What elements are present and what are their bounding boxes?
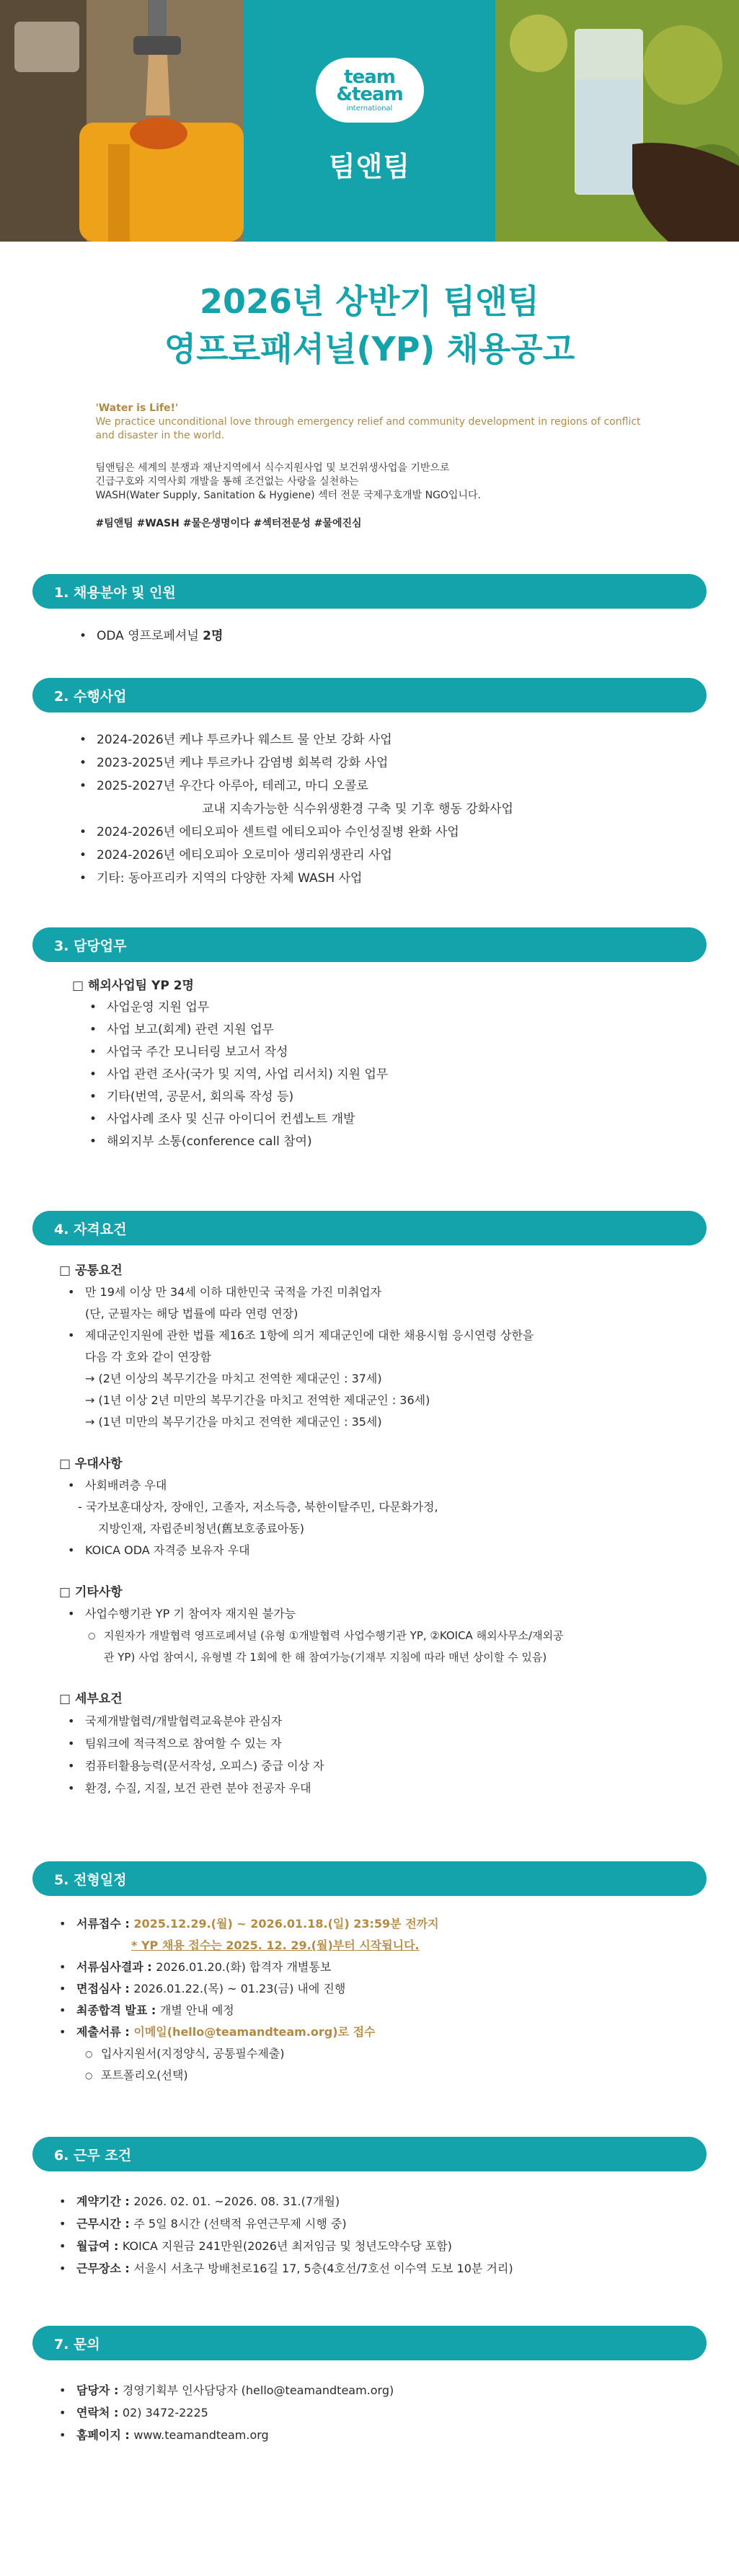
list-item: • 2024-2026년 에티오피아 센트럴 에티오피아 수인성질병 완화 사업	[79, 821, 739, 844]
hashtags: #팀앤팀 #WASH #물은생명이다 #섹터전문성 #물에진심	[95, 518, 362, 529]
hero-banner	[0, 0, 739, 242]
list-item: • 제출서류 : 이메일(hello@teamandteam.org)로 접수	[59, 2021, 739, 2043]
section-1-header: 1. 채용분야 및 인원	[32, 574, 707, 609]
list-item: • KOICA ODA 자격증 보유자 우대	[68, 1540, 739, 1561]
list-item: ○ 입사지원서(지정양식, 공통필수제출)	[85, 2043, 739, 2065]
list-item: • 2024-2026년 에티오피아 오로미아 생리위생관리 사업	[79, 844, 739, 867]
list-item: • 담당자 : 경영기획부 인사담당자 (hello@teamandteam.org)	[59, 2379, 739, 2401]
subsection-heading: □ 해외사업팀 YP 2명	[72, 979, 194, 993]
section-6-header: 6. 근무 조건	[32, 2137, 707, 2171]
intro-block	[96, 402, 644, 531]
list-item: • 사업 관련 조사(국가 및 지역, 사업 리서치) 지원 업무	[89, 1064, 739, 1086]
subsection-heading: □ 기타사항	[59, 1585, 123, 1600]
list-item: • 홈페이지 : www.teamandteam.org	[59, 2424, 739, 2446]
subsection-heading: □ 세부요건	[59, 1692, 123, 1706]
section-3-body	[72, 975, 739, 1153]
section-7-header: 7. 문의	[32, 2326, 707, 2360]
section-2-header: 2. 수행사업	[32, 678, 707, 713]
age-extension-line: → (2년 이상의 복무기간을 마치고 전역한 제대군인 : 37세)	[85, 1372, 382, 1385]
list-item: • 면접심사 : 2026.01.22.(목) ~ 01.23(금) 내에 진행	[59, 1978, 739, 2000]
section-4-header: 4. 자격요건	[32, 1211, 707, 1245]
list-item: • 사업사례 조사 및 신규 아이디어 컨셉노트 개발	[89, 1108, 739, 1131]
age-extension-line: → (1년 미만의 복무기간을 마치고 전역한 제대군인 : 35세)	[85, 1415, 382, 1429]
team-and-team-logo: team &team international	[316, 58, 424, 123]
water-tap-photo	[0, 0, 244, 242]
list-item: ○ 포트폴리오(선택)	[85, 2065, 739, 2086]
list-item: • 2023-2025년 케냐 투르카나 감염병 회복력 강화 사업	[79, 751, 739, 775]
section-7-body	[59, 2379, 739, 2446]
slogan-english: We practice unconditional love through emergency relief and community development in regions of conflict and disaster in the world.	[95, 416, 641, 441]
list-item: • 사업 보고(회계) 관련 지원 업무	[89, 1019, 739, 1041]
list-item: • 기타: 동아프리카 지역의 다양한 자체 WASH 사업	[79, 867, 739, 890]
list-item: • 계약기간 : 2026. 02. 01. ~2026. 08. 31.(7개월)	[59, 2190, 739, 2213]
section-4-body	[59, 1260, 739, 1799]
list-item: • 컴퓨터활용능력(문서작성, 오피스) 중급 이상 자	[68, 1755, 739, 1777]
list-item: • 만 19세 이상 만 34세 이하 대한민국 국적을 가진 미취업자 (단, 군필자는 해당 법률에 따라 연령 연장)	[68, 1282, 739, 1325]
list-item: • 월급여 : KOICA 지원금 241만원(2026년 최저임금 및 청년도약수당 포함)	[59, 2235, 739, 2257]
list-item: • 제대군인지원에 관한 법률 제16조 1항에 의거 제대군인에 대한 채용시험 응시연령 상한을 다음 각 호와 같이 연장함	[68, 1325, 739, 1368]
list-item: • 2025-2027년 우간다 아루아, 테레고, 마디 오콜로	[79, 775, 739, 798]
water-glass-photo	[495, 0, 739, 242]
section-2-body	[79, 728, 739, 890]
list-item: • 최종합격 발표 : 개별 안내 예정	[59, 2000, 739, 2021]
list-item: • 연락처 : 02) 3472-2225	[59, 2401, 739, 2424]
list-item: • 사업국 주간 모니터링 보고서 작성	[89, 1041, 739, 1064]
section-6-body	[59, 2190, 739, 2280]
list-item: • 해외지부 소통(conference call 참여)	[89, 1131, 739, 1153]
list-item: • 국제개발협력/개발협력교육분야 관심자	[68, 1710, 739, 1732]
list-item: • 근무장소 : 서울시 서초구 방배천로16길 17, 5층(4호선/7호선 이수역 도보 10분 거리)	[59, 2257, 739, 2280]
section-5-header: 5. 전형일정	[32, 1861, 707, 1896]
brand-name: 팀앤팀	[328, 151, 411, 182]
list-item: • ODA 영프로페셔널 2명	[79, 625, 739, 648]
list-item: • 팀워크에 적극적으로 참여할 수 있는 자	[68, 1732, 739, 1755]
list-item: • 사회배려층 우대	[68, 1475, 739, 1496]
list-item-continuation: 교내 지속가능한 식수위생환경 구축 및 기후 행동 강화사업	[202, 802, 513, 816]
list-item: • 기타(번역, 공문서, 회의록 작성 등)	[89, 1086, 739, 1108]
list-item: • 서류심사결과 : 2026.01.20.(화) 합격자 개별통보	[59, 1957, 739, 1978]
list-item: • 환경, 수질, 지질, 보건 관련 분야 전공자 우대	[68, 1777, 739, 1799]
org-description: 팀앤팀은 세계의 분쟁과 재난지역에서 식수지원사업 및 보건위생사업을 기반으로 긴급구호와 지역사회 개발을 통해 조건없는 사랑을 실천하는 WASH(Water Supply, Sanitation & Hygiene) 섹터 전문 국제구호개발 NGO입니다.	[95, 462, 481, 501]
subsection-heading: □ 공통요건	[59, 1263, 123, 1278]
list-item: • 사업운영 지원 업무	[89, 997, 739, 1019]
list-item: • 2024-2026년 케냐 투르카나 웨스트 물 안보 강화 사업	[79, 728, 739, 751]
list-item: • 사업수행기관 YP 기 참여자 재지원 불가능	[68, 1603, 739, 1625]
slogan: 'Water is Life!'	[95, 402, 179, 414]
list-item: • 서류접수 : 2025.12.29.(월) ~ 2026.01.18.(일) 23:59분 전까지	[59, 1913, 739, 1935]
brand-panel	[244, 0, 495, 242]
page-title: 2026년 상반기 팀앤팀 영프로패셔널(YP) 채용공고	[164, 282, 575, 369]
sub-line: 지방인재, 자립준비청년(舊보호종료아동)	[98, 1522, 304, 1535]
list-item: • 근무시간 : 주 5일 8시간 (선택적 유연근무제 시행 중)	[59, 2213, 739, 2235]
subsection-heading: □ 우대사항	[59, 1457, 123, 1471]
water-tap-illustration	[0, 0, 244, 242]
water-glass-illustration	[495, 0, 739, 242]
section-3-header: 3. 담당업무	[32, 927, 707, 962]
list-item: ○ 지원자가 개발협력 영프로페셔널 (유형 ①개발협력 사업수행기관 YP, ②KOICA 해외사무소/재외공 관 YP) 사업 참여시, 유형별 각 1회에 한 해 참여가능(기재부 지침에 따라 매년 상이할 수 있음)	[88, 1625, 739, 1668]
sub-line: - 국가보훈대상자, 장애인, 고졸자, 저소득층, 북한이탈주민, 다문화가정,	[78, 1500, 438, 1514]
section-5-body	[59, 1913, 739, 2086]
section-1-body	[79, 625, 739, 648]
age-extension-line: → (1년 이상 2년 미만의 복무기간을 마치고 전역한 제대군인 : 36세)	[85, 1393, 430, 1407]
list-item-note: * YP 채용 접수는 2025. 12. 29.(월)부터 시작됩니다.	[131, 1938, 420, 1952]
